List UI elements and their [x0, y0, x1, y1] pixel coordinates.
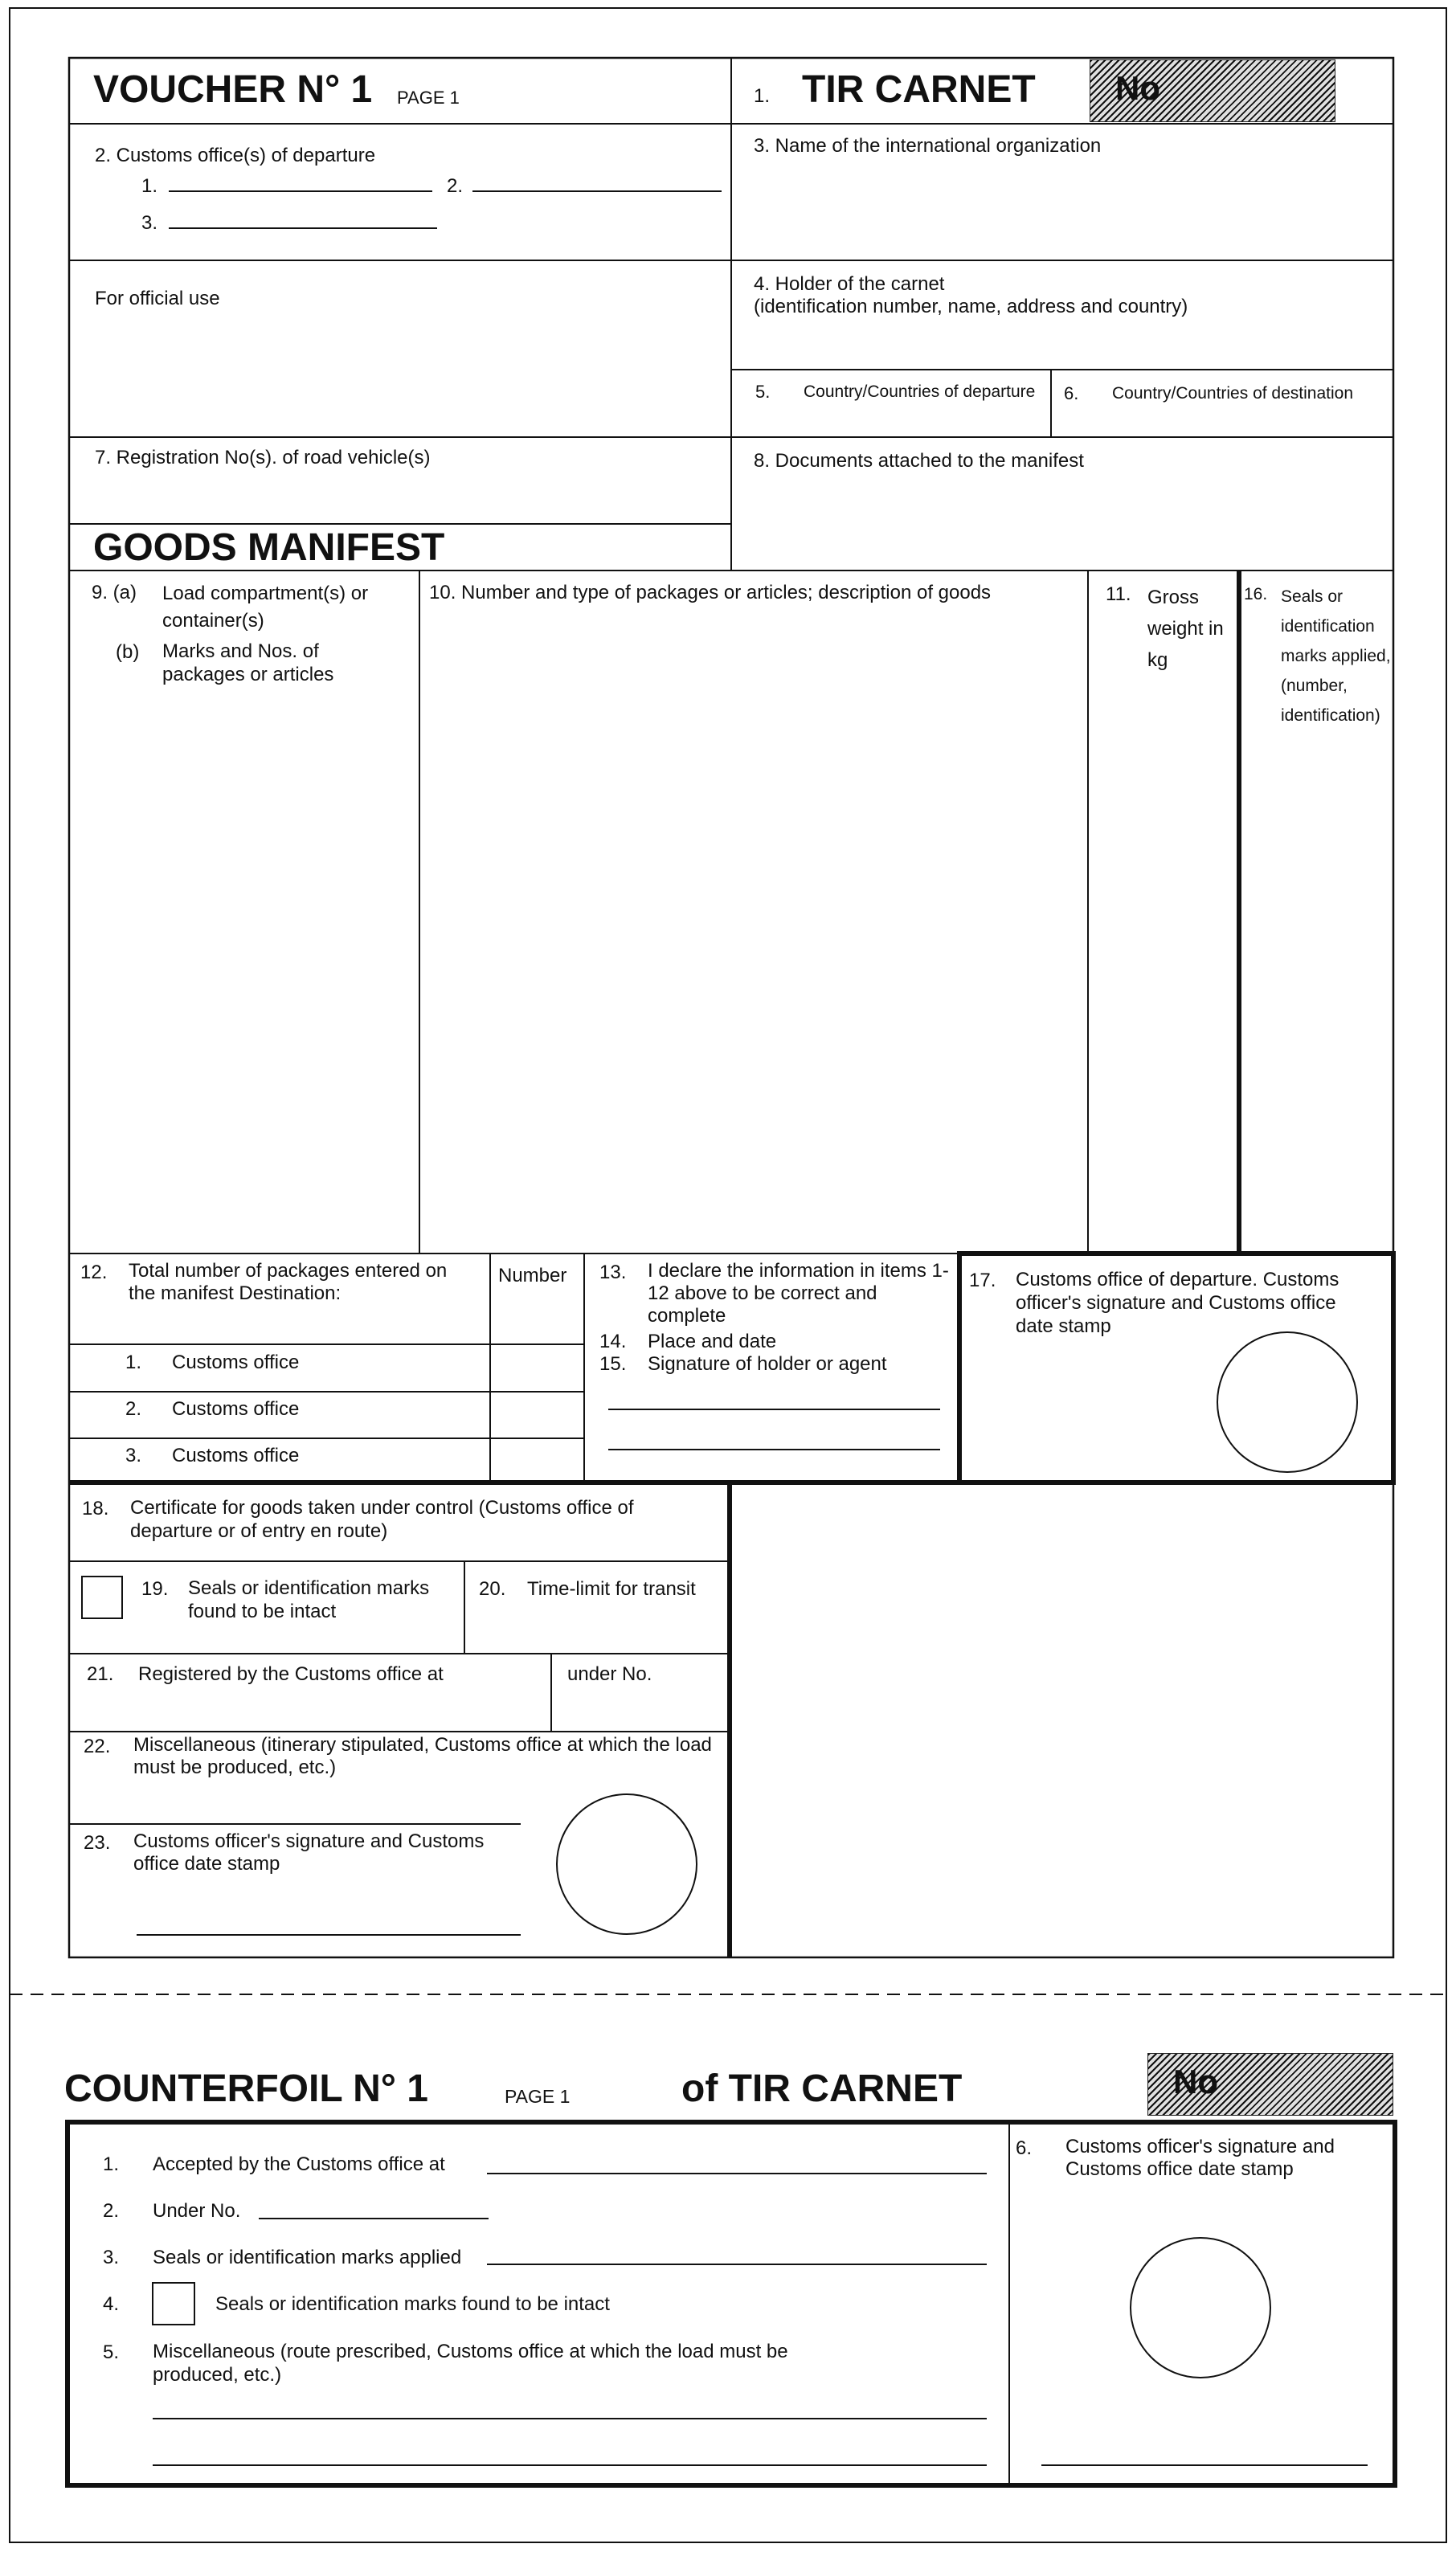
- box12-number-header: Number: [498, 1265, 567, 1286]
- official-use-label: For official use: [95, 288, 220, 309]
- box13-text: I declare the information in items 1-12 above to be correct and complete: [648, 1260, 949, 1327]
- stamp-circle-counterfoil: [1131, 2238, 1270, 2378]
- box1-number: 1.: [754, 85, 771, 107]
- box11-text: Gross weight in kg: [1147, 587, 1224, 671]
- box16-number: 16.: [1244, 585, 1268, 603]
- stamp-circle-23: [557, 1794, 697, 1934]
- box10-entry-area[interactable]: [421, 627, 1086, 1252]
- counterfoil-item2-text: Under No.: [153, 2200, 241, 2222]
- box19-text: Seals or identification marks found to be intact: [188, 1577, 430, 1622]
- box19-checkbox-hit[interactable]: [82, 1577, 122, 1618]
- goods-manifest-title: GOODS MANIFEST: [93, 526, 445, 569]
- counterfoil-item3-text: Seals or identification marks applied: [153, 2247, 462, 2268]
- counterfoil-page-label: PAGE 1: [505, 2086, 571, 2107]
- box21-number: 21.: [87, 1663, 114, 1685]
- counterfoil-no-label: No: [1173, 2063, 1218, 2100]
- voucher-page-label: PAGE 1: [397, 88, 460, 108]
- box6-number: 6.: [1064, 383, 1079, 403]
- box7-label: 7. Registration No(s). of road vehicle(s): [95, 447, 431, 468]
- counterfoil-item1-text: Accepted by the Customs office at: [153, 2153, 445, 2175]
- counterfoil-title: COUNTERFOIL N° 1: [64, 2067, 428, 2110]
- box10-label: 10. Number and type of packages or articles; description of goods: [429, 582, 992, 603]
- counterfoil-item4-text: Seals or identification marks found to be intact: [215, 2293, 610, 2315]
- box12-row1-num: 1.: [125, 1352, 142, 1373]
- box9a-text: Load compartment(s) or container(s): [162, 583, 369, 632]
- box12-row1-number-field[interactable]: [492, 1346, 583, 1390]
- box12-row1-label: Customs office: [172, 1352, 300, 1373]
- counterfoil-item5-num: 5.: [103, 2341, 120, 2363]
- box23-signature-field[interactable]: [137, 1888, 521, 1935]
- box11-number: 11.: [1106, 583, 1131, 605]
- box14-number: 14.: [599, 1331, 627, 1352]
- box9b-text: Marks and Nos. of packages or articles: [162, 640, 334, 685]
- counterfoil-item1-num: 1.: [103, 2153, 120, 2175]
- box6-label: Country/Countries of destination: [1112, 384, 1353, 403]
- box4-line1: 4. Holder of the carnet: [754, 273, 945, 295]
- box15-text: Signature of holder or agent: [648, 1353, 887, 1375]
- box22-text: Miscellaneous (itinerary stipulated, Customs office at which the load must be produced, etc.): [133, 1734, 712, 1778]
- box23-number: 23.: [84, 1832, 111, 1854]
- box12-text: Total number of packages entered on the manifest Destination:: [129, 1260, 448, 1304]
- counterfoil-of-tir-carnet: of TIR CARNET: [681, 2067, 963, 2110]
- box12-row2-number-field[interactable]: [492, 1393, 583, 1437]
- box9a-number: 9. (a): [92, 582, 137, 603]
- box11-entry-area[interactable]: [1090, 691, 1236, 1252]
- holder-signature-field[interactable]: [608, 1379, 940, 1450]
- box2-line1-num: 1.: [141, 175, 158, 197]
- counterfoil-item5-field[interactable]: [153, 2393, 987, 2465]
- counterfoil-item2-field[interactable]: [259, 2192, 489, 2218]
- counterfoil-item4-num: 4.: [103, 2293, 120, 2315]
- stamp-circle-17: [1217, 1332, 1357, 1472]
- box20-number: 20.: [479, 1578, 506, 1600]
- box5-number: 5.: [755, 382, 771, 402]
- box9-entry-area[interactable]: [71, 691, 418, 1252]
- box16-entry-area[interactable]: [1244, 795, 1392, 1252]
- counterfoil-box6-number: 6.: [1016, 2137, 1033, 2159]
- counterfoil-item3-num: 3.: [103, 2247, 120, 2268]
- box12-row2-label: Customs office: [172, 1398, 300, 1420]
- box19-number: 19.: [141, 1578, 169, 1600]
- counterfoil-box6-text: Customs officer's signature and Customs office date stamp: [1065, 2136, 1335, 2180]
- box12-row3-label: Customs office: [172, 1445, 300, 1466]
- box18-text: Certificate for goods taken under control (Customs office of departure or of entry en route): [130, 1497, 634, 1542]
- box12-number: 12.: [80, 1262, 108, 1283]
- counterfoil-item1-field[interactable]: [487, 2147, 987, 2173]
- box17-number: 17.: [969, 1270, 996, 1291]
- carnet-no-label: No: [1115, 69, 1160, 107]
- box22-number: 22.: [84, 1736, 111, 1757]
- box4-line2: (identification number, name, address and country): [754, 296, 1188, 317]
- box5-label: Country/Countries of departure: [804, 382, 1036, 401]
- box2-line3-num: 3.: [141, 212, 158, 234]
- voucher-title: VOUCHER N° 1: [93, 68, 373, 111]
- box23-text: Customs officer's signature and Customs office date stamp: [133, 1830, 485, 1875]
- box3-label: 3. Name of the international organization: [754, 135, 1102, 157]
- tir-carnet-title: TIR CARNET: [802, 68, 1036, 111]
- box13-number: 13.: [599, 1262, 627, 1283]
- box20-text: Time-limit for transit: [527, 1578, 696, 1600]
- box2-line2-num: 2.: [447, 175, 464, 197]
- counterfoil-item3-field[interactable]: [487, 2239, 987, 2264]
- box9b-number: (b): [116, 641, 140, 663]
- box2-label: 2. Customs office(s) of departure: [95, 145, 376, 166]
- box12-row2-num: 2.: [125, 1398, 142, 1420]
- box18-number: 18.: [82, 1498, 109, 1519]
- box14-text: Place and date: [648, 1331, 777, 1352]
- counterfoil-item2-num: 2.: [103, 2200, 120, 2222]
- box8-label: 8. Documents attached to the manifest: [754, 450, 1084, 472]
- box12-row3-number-field[interactable]: [492, 1440, 583, 1481]
- counterfoil-item5-text: Miscellaneous (route prescribed, Customs office at which the load must be produced, etc.): [153, 2341, 788, 2386]
- box12-row3-num: 3.: [125, 1445, 142, 1466]
- box15-number: 15.: [599, 1353, 627, 1375]
- box17-text: Customs office of departure. Customs officer's signature and Customs office date stamp: [1016, 1269, 1339, 1337]
- counterfoil-item4-checkbox[interactable]: [153, 2283, 194, 2325]
- box21-text: Registered by the Customs office at: [138, 1663, 444, 1685]
- box16-text: Seals or identification marks applied, (number, identification): [1281, 587, 1391, 725]
- box21-under-no: under No.: [567, 1663, 652, 1685]
- counterfoil-signature-field[interactable]: [1041, 2419, 1368, 2465]
